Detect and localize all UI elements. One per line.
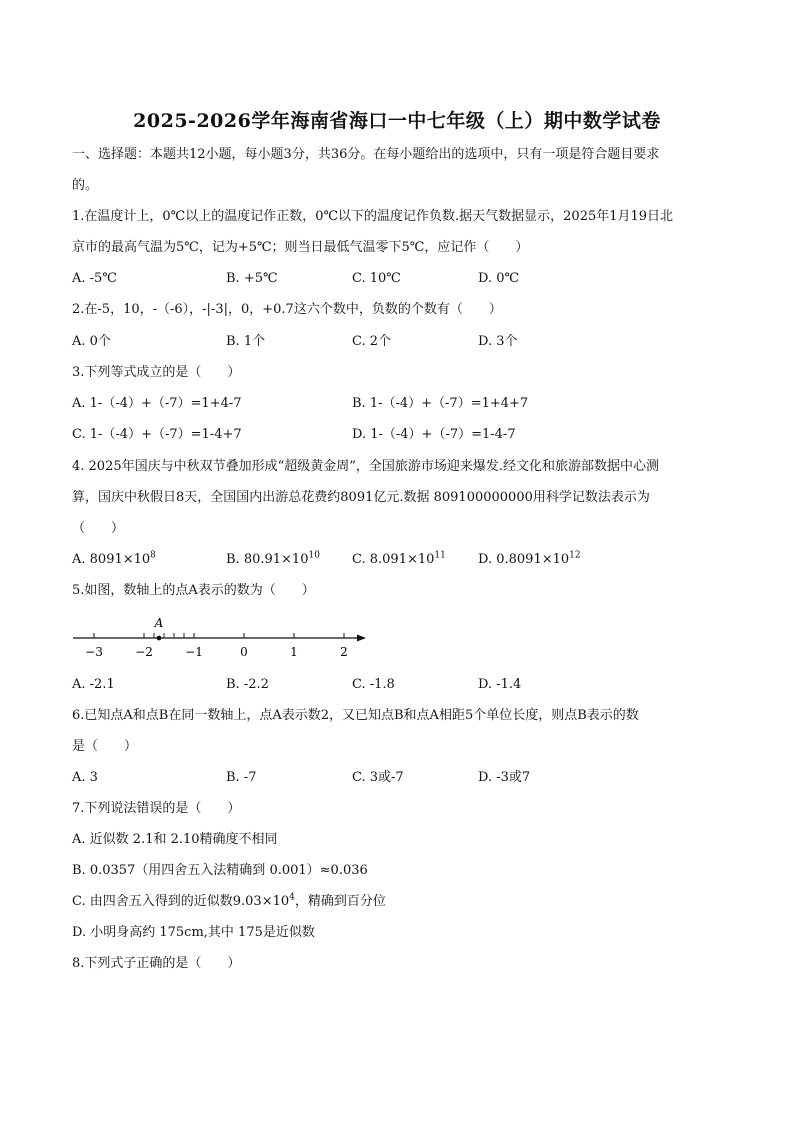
- q2-stem: 2.在-5，10，-（-6），-|-3|，0，+0.7这六个数中，负数的个数有（ ）: [72, 302, 502, 317]
- q4-stem-line3: （ ）: [72, 521, 125, 536]
- q2-option-a: A. 0个: [72, 334, 111, 349]
- q4-stem-line2: 算，国庆中秋假日8天，全国国内出游总花费约8091亿元.数据 809100000000用科学记数法表示为: [72, 490, 650, 505]
- q3-option-b: B. 1-（-4）+（-7）=1+4+7: [352, 396, 529, 411]
- q8-stem: 8.下列式子正确的是（ ）: [72, 956, 241, 971]
- q2-option-d: D. 3个: [478, 334, 518, 349]
- q4-stem-line1: 4. 2025年国庆与中秋双节叠加形成“超级黄金周”，全国旅游市场迎来爆发.经文化和旅游部数据中心测: [72, 459, 660, 474]
- q1-option-c: C. 10℃: [352, 271, 401, 286]
- number-line-tick-label: 1: [290, 645, 298, 659]
- q3-option-d: D. 1-（-4）+（-7）=1-4-7: [352, 427, 516, 442]
- q5-option-c: C. -1.8: [352, 677, 395, 692]
- q5-option-b: B. -2.2: [226, 677, 269, 692]
- point-a-dot: [157, 636, 162, 641]
- q7-option-c: C. 由四舍五入得到的近似数$9.03\times 10^4$，精确到百分位: [72, 892, 386, 909]
- q3-option-a: A. 1-（-4）+（-7）=1+4-7: [72, 396, 242, 411]
- q3-stem: 3.下列等式成立的是（ ）: [72, 365, 241, 380]
- q7-option-b: B. 0.0357（用四舍五入法精确到 0.001）≈0.036: [72, 863, 368, 878]
- q6-option-a: A. 3: [72, 770, 98, 785]
- section-heading-line1: 一、选择题：本题共12小题，每小题3分，共36分。在每小题给出的选项中，只有一项是符合题目要求: [72, 147, 660, 162]
- q6-option-c: C. 3或-7: [352, 770, 404, 785]
- q1-stem-line1: 1.在温度计上，0℃以上的温度记作正数，0℃以下的温度记作负数.据天气数据显示，2025年1月19日北: [72, 209, 674, 224]
- exam-title: 2025-2026学年海南省海口一中七年级（上）期中数学试卷: [133, 110, 661, 132]
- number-line-tick-label: 2: [340, 645, 348, 659]
- number-line-tick-label: −3: [85, 645, 103, 659]
- q2-option-b: B. 1个: [226, 334, 266, 349]
- q1-option-b: B. +5℃: [226, 271, 278, 286]
- section-heading-line2: 的。: [72, 178, 99, 193]
- point-a-label: A: [154, 616, 164, 630]
- q4-option-c: C. $8.091\times 10^{11}$: [352, 550, 446, 567]
- q2-option-c: C. 2个: [352, 334, 392, 349]
- number-line-tick-label: −1: [185, 645, 203, 659]
- q5-stem: 5.如图，数轴上的点A表示的数为（ ）: [72, 583, 315, 598]
- number-line-tick-label: 0: [240, 645, 248, 659]
- q6-option-b: B. -7: [226, 770, 257, 785]
- number-line-figure: [68, 610, 378, 660]
- q7-option-a: A. 近似数 2.1和 2.10精确度不相同: [72, 832, 278, 847]
- q6-stem-line2: 是（ ）: [72, 739, 138, 754]
- q4-option-b: B. $80.91\times 10^{10}$: [226, 550, 320, 567]
- q7-option-d: D. 小明身高约 175cm,其中 175是近似数: [72, 925, 315, 940]
- q4-option-a: A. $8091\times 10^8$: [72, 550, 156, 567]
- q6-option-d: D. -3或7: [478, 770, 531, 785]
- number-line-tick-label: −2: [135, 645, 153, 659]
- number-line-arrow: [357, 635, 366, 642]
- q4-option-d: D. $0.8091\times 10^{12}$: [478, 550, 581, 567]
- q1-stem-line2: 京市的最高气温为5℃，记为+5℃；则当日最低气温零下5℃，应记作（ ）: [72, 240, 529, 255]
- q6-stem-line1: 6.已知点A和点B在同一数轴上，点A表示数2，又已知点B和点A相距5个单位长度，则点B表示的数: [72, 708, 639, 723]
- q3-option-c: C. 1-（-4）+（-7）=1-4+7: [72, 427, 242, 442]
- q7-stem: 7.下列说法错误的是（ ）: [72, 801, 241, 816]
- q1-option-d: D. 0℃: [478, 271, 520, 286]
- q1-option-a: A. -5℃: [72, 271, 117, 286]
- q5-option-d: D. -1.4: [478, 677, 522, 692]
- q5-option-a: A. -2.1: [72, 677, 115, 692]
